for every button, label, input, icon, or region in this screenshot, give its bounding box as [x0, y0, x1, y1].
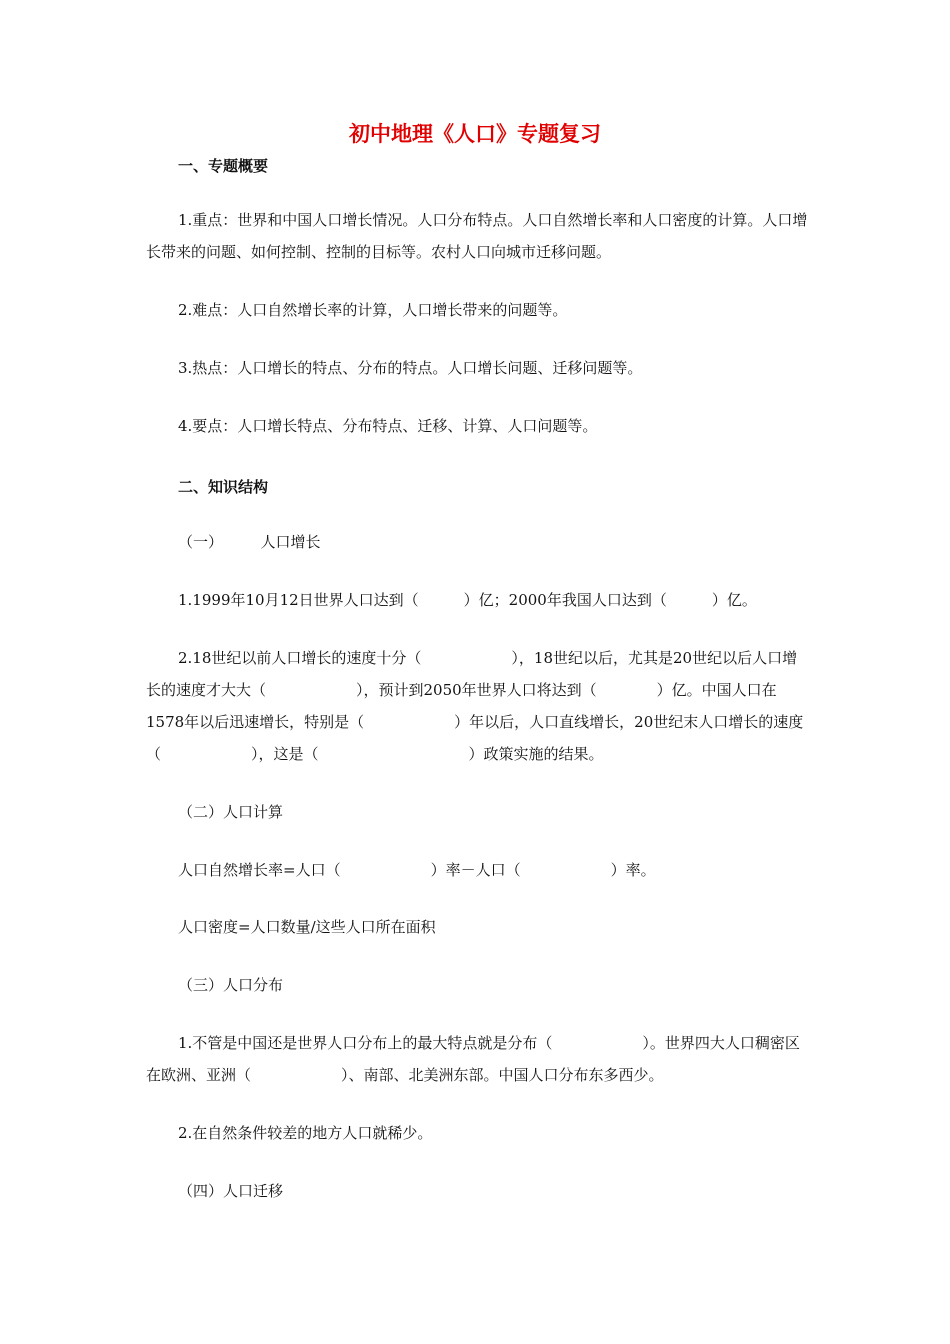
- subheading-population-migration: （四）人口迁移: [178, 1182, 284, 1200]
- subheading-population-growth: （一） 人口增长: [178, 533, 321, 551]
- question-2: 2.18世纪以前人口增长的速度十分（ ），18世纪以后，尤其是20世纪以后人口增长的速度才大大（ ），预计到2050年世界人口将达到（ ）亿。中国人口在1578年以后迅速增长，特别是（ ）年以后，人口直线增长，20世纪末人口增长的速度（ ），这是（ ）政策实施的结果。: [146, 649, 804, 763]
- section-heading-structure: 二、知识结构: [178, 478, 269, 496]
- distribution-point-1: 1.不管是中国还是世界人口分布上的最大特点就是分布（ ）。世界四大人口稠密区在欧洲、亚洲（ ）、南部、北美洲东部。中国人口分布东多西少。: [146, 1034, 800, 1084]
- distribution-point-2: 2.在自然条件较差的地方人口就稀少。: [178, 1124, 433, 1142]
- subheading-population-distribution: （三）人口分布: [178, 976, 284, 994]
- document-title: 初中地理《人口》专题复习: [349, 121, 601, 146]
- subheading-population-calculation: （二）人口计算: [178, 803, 284, 821]
- question-1: 1.1999年10月12日世界人口达到（ ）亿；2000年我国人口达到（ ）亿。: [178, 591, 757, 609]
- formula-population-density: 人口密度=人口数量/这些人口所在面积: [178, 918, 436, 936]
- section-heading-overview: 一、专题概要: [178, 157, 269, 175]
- paragraph-hot-points: 3.热点：人口增长的特点、分布的特点。人口增长问题、迁移问题等。: [178, 359, 643, 377]
- paragraph-difficulties: 2.难点：人口自然增长率的计算，人口增长带来的问题等。: [178, 301, 568, 319]
- paragraph-key-points: 1.重点：世界和中国人口增长情况。人口分布特点。人口自然增长率和人口密度的计算。人口增长带来的问题、如何控制、控制的目标等。农村人口向城市迁移问题。: [146, 211, 808, 261]
- formula-natural-growth-rate: 人口自然增长率=人口（ ）率－人口（ ）率。: [178, 861, 656, 879]
- paragraph-essentials: 4.要点：人口增长特点、分布特点、迁移、计算、人口问题等。: [178, 417, 598, 435]
